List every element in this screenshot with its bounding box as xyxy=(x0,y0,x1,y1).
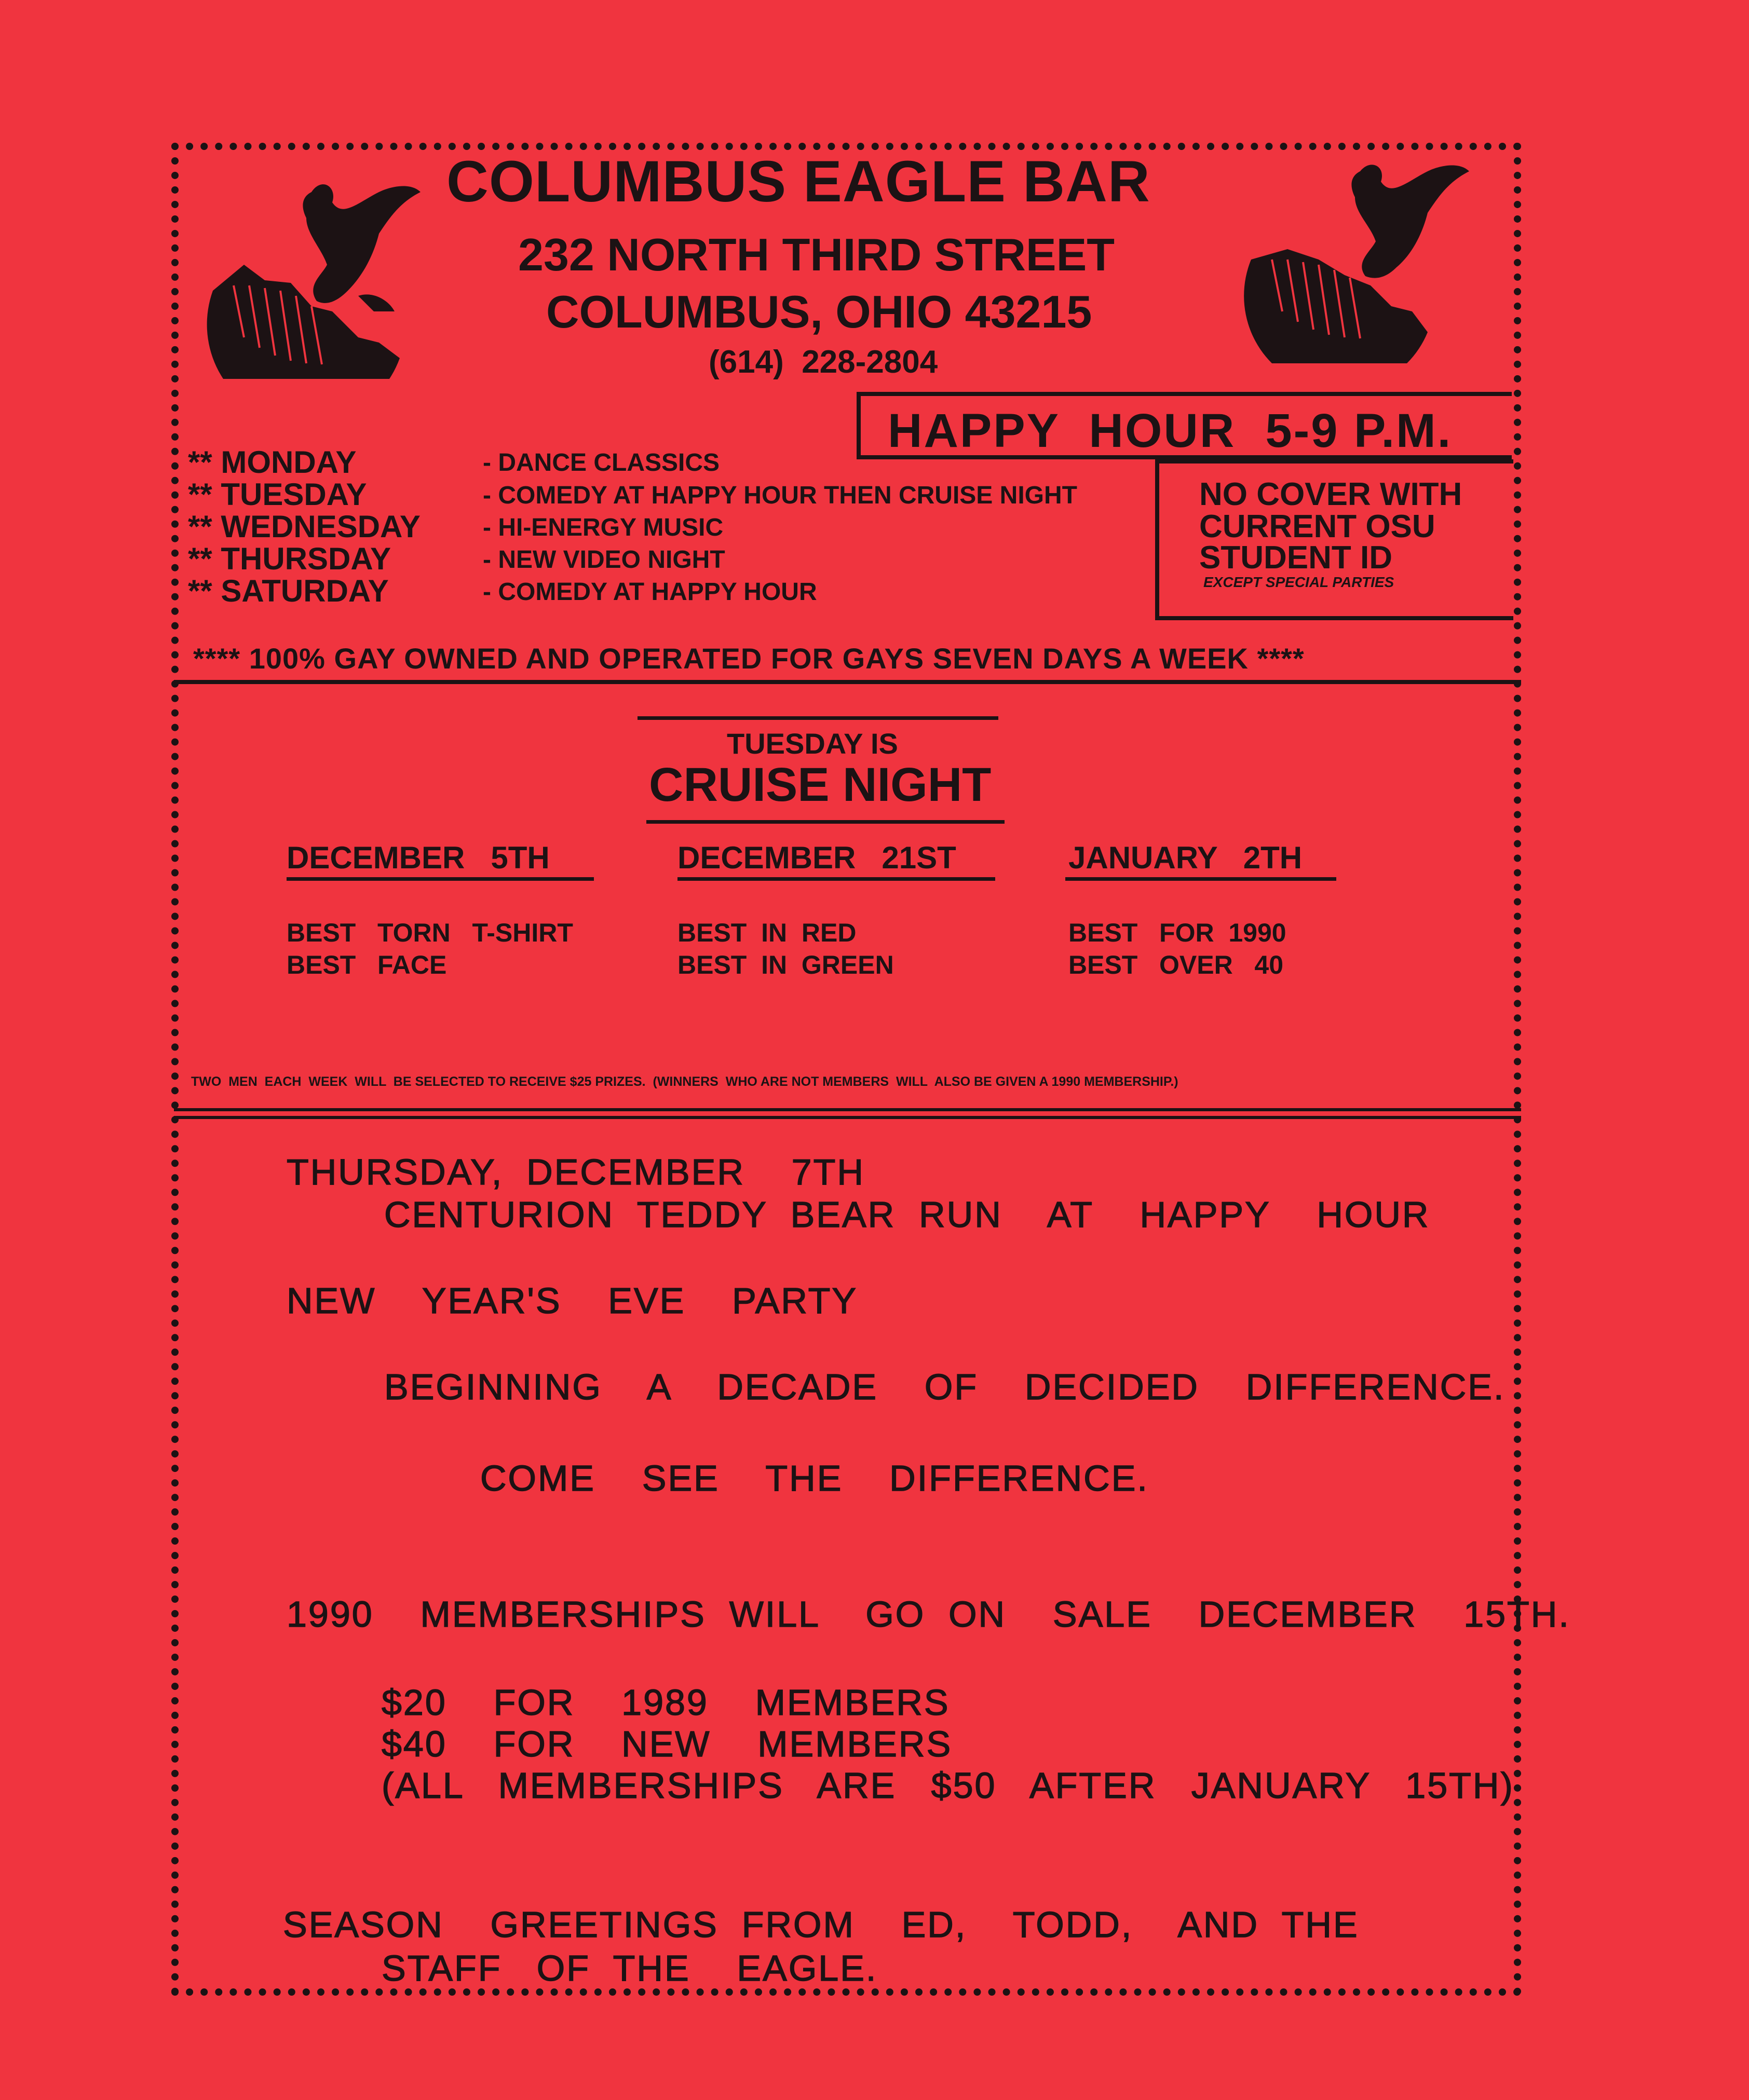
decade-line: BEGINNING A DECADE OF DECIDED DIFFERENCE. xyxy=(384,1367,1506,1407)
osu-line-3: STUDENT ID xyxy=(1199,540,1392,576)
season-greetings: SEASON GREETINGS FROM ED, TODD, AND THE xyxy=(283,1904,1359,1945)
schedule-event: - COMEDY AT HAPPY HOUR xyxy=(483,578,817,606)
schedule-event: - NEW VIDEO NIGHT xyxy=(483,546,725,574)
osu-line-2: CURRENT OSU xyxy=(1199,509,1435,544)
schedule-event: - DANCE CLASSICS xyxy=(483,449,720,476)
schedule-day: ** TUESDAY xyxy=(188,477,367,512)
membership-note: (ALL MEMBERSHIPS ARE $50 AFTER JANUARY 15TH) xyxy=(382,1765,1514,1806)
date-underline xyxy=(287,877,594,881)
cruise-date: DECEMBER 21ST xyxy=(677,840,956,875)
membership-price: $20 FOR 1989 MEMBERS xyxy=(382,1682,950,1723)
cruise-contest: BEST FACE xyxy=(287,950,447,979)
schedule-event: - HI-ENERGY MUSIC xyxy=(483,514,724,541)
cruise-date: JANUARY 2TH xyxy=(1068,840,1303,875)
osu-note: EXCEPT SPECIAL PARTIES xyxy=(1203,574,1394,590)
teddy-bear-run: CENTURION TEDDY BEAR RUN AT HAPPY HOUR xyxy=(384,1194,1430,1235)
prize-fine-print: TWO MEN EACH WEEK WILL BE SELECTED TO RECEIVE $25 PRIZES. (WINNERS WHO ARE NOT MEMBERS WILL ALSO BE GIVEN A 1990 MEMBERSHIP.) xyxy=(191,1074,1178,1089)
cruise-rule-top xyxy=(638,716,998,720)
bar-name: COLUMBUS EAGLE BAR xyxy=(446,149,1150,214)
cruise-contest: BEST IN GREEN xyxy=(677,950,894,979)
cruise-contest: BEST IN RED xyxy=(677,918,857,947)
staff-signoff: STAFF OF THE EAGLE. xyxy=(382,1948,878,1988)
divider-mid-b xyxy=(174,1116,1521,1119)
city-address: COLUMBUS, OHIO 43215 xyxy=(546,286,1092,337)
phone-number: (614) 228-2804 xyxy=(709,344,938,380)
schedule-day: ** WEDNESDAY xyxy=(188,509,421,544)
divider-mid-a xyxy=(174,1108,1521,1111)
eagle-logo-right-icon xyxy=(1241,156,1490,363)
date-underline xyxy=(677,877,995,881)
schedule-day: ** MONDAY xyxy=(188,445,357,480)
cruise-contest: BEST OVER 40 xyxy=(1068,950,1284,979)
date-underline xyxy=(1065,877,1336,881)
cruise-date: DECEMBER 5TH xyxy=(287,840,550,875)
osu-line-1: NO COVER WITH xyxy=(1199,476,1462,512)
cruise-title: CRUISE NIGHT xyxy=(649,758,992,811)
schedule-day: ** THURSDAY xyxy=(188,541,391,576)
schedule-event: - COMEDY AT HAPPY HOUR THEN CRUISE NIGHT xyxy=(483,482,1077,509)
cruise-contest: BEST FOR 1990 xyxy=(1068,918,1286,947)
happy-hour-text: HAPPY HOUR 5-9 P.M. xyxy=(888,404,1453,457)
schedule-day: ** SATURDAY xyxy=(188,574,389,608)
membership-sale: 1990 MEMBERSHIPS WILL GO ON SALE DECEMBER 15TH. xyxy=(287,1594,1570,1634)
thursday-date: THURSDAY, DECEMBER 7TH xyxy=(287,1152,865,1192)
divider-top xyxy=(174,680,1521,684)
membership-price: $40 FOR NEW MEMBERS xyxy=(382,1724,953,1764)
gay-owned-banner: **** 100% GAY OWNED AND OPERATED FOR GAYS SEVEN DAYS A WEEK **** xyxy=(193,642,1305,675)
cruise-intro: TUESDAY IS xyxy=(727,727,898,760)
eagle-logo-left-icon xyxy=(202,171,452,379)
cruise-rule-bottom xyxy=(646,820,1005,824)
street-address: 232 NORTH THIRD STREET xyxy=(518,229,1115,280)
new-years-eve: NEW YEAR'S EVE PARTY xyxy=(287,1280,858,1321)
come-see-line: COME SEE THE DIFFERENCE. xyxy=(480,1458,1149,1498)
cruise-contest: BEST TORN T-SHIRT xyxy=(287,918,573,947)
